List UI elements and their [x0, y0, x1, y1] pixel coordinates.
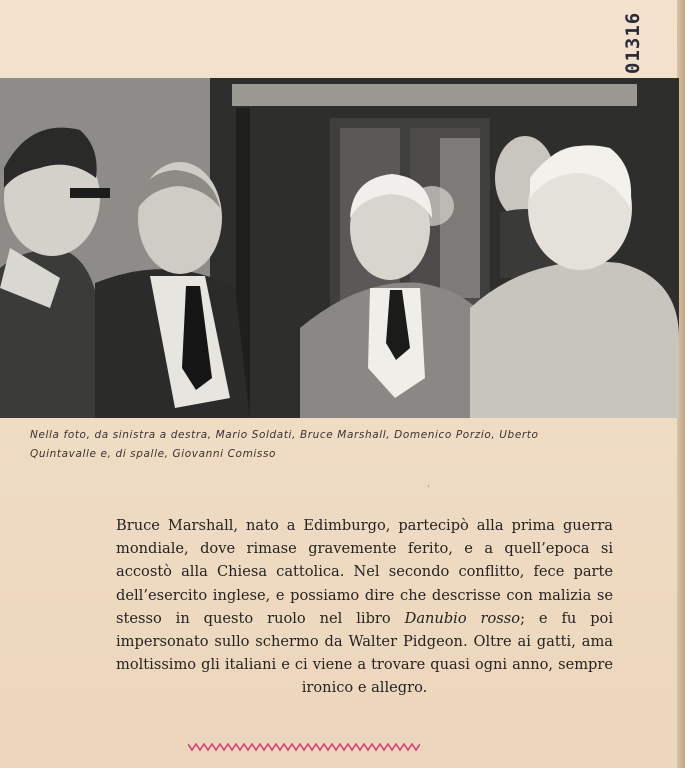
group-photograph — [0, 78, 679, 418]
ink-speck: · — [427, 482, 430, 492]
caption-line-1: Nella foto, da sinistra a destra, Mario Soldati, Bruce Marshall, Domenico Porzio, Uberto — [30, 429, 539, 441]
book-title: Danubio rosso — [404, 609, 521, 627]
photo-caption — [30, 426, 650, 464]
author-biography — [116, 514, 613, 700]
photo-illustration — [0, 78, 679, 418]
bio-text-part-1: Bruce Marshall, nato a Edimburgo, partecipò alla prima guerra mondiale, dove rimase gravemente ferito, e a quell’epoca si accostò alla Chiesa cattolica. Nel secondo conflitto, fece parte dell’esercito inglese, e possiamo dire che descrisse con malizia se stesso in questo ruolo nel libro — [116, 517, 613, 627]
decorative-zigzag-rule — [188, 742, 420, 752]
bio-text-part-2: ; e fu poi impersonato sullo schermo da Walter Pidgeon. Oltre ai gatti, ama moltissimo gli italiani e ci viene a trovare quasi ogni anno, sempre ironico e allegro. — [116, 609, 613, 697]
catalog-number-stamp: 01316 — [622, 11, 644, 74]
caption-line-2: Quintavalle e, di spalle, Giovanni Comisso — [30, 448, 277, 460]
